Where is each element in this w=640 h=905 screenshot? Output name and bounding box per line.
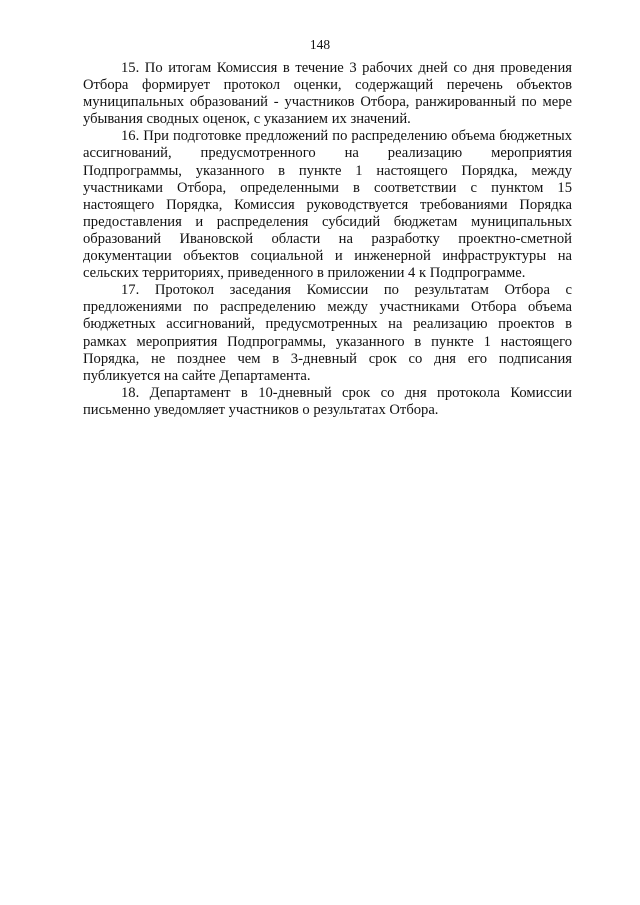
paragraph-18: 18. Департамент в 10-дневный срок со дня протокола Комиссии письменно уведомляет участников о результатах Отбора. <box>83 384 572 418</box>
paragraph-17: 17. Протокол заседания Комиссии по результатам Отбора с предложениями по распределению между участниками Отбора объема бюджетных ассигнований, предусмотренных на реализацию проектов в рамках мероприятия Подпрограммы, указанного в пункте 1 настоящего Порядка, не позднее чем в 3-дневный срок со дня его подписания публикуется на сайте Департамента. <box>83 282 572 384</box>
paragraph-16: 16. При подготовке предложений по распределению объема бюджетных ассигнований, предусмотренного на реализацию мероприятия Подпрограммы, указанного в пункте 1 настоящего Порядка, между участниками Отбора, определенными в соответствии с пунктом 15 настоящего Порядка, Комиссия руководствуется требованиями Порядка предоставления и распределения субсидий бюджетам муниципальных образований Ивановской области на разработку проектно-сметной документации объектов социальной и инженерной инфраструктуры на сельских территориях, приведенного в приложении 4 к Подпрограмме. <box>83 128 572 282</box>
document-body <box>83 60 572 419</box>
page-number: 148 <box>309 37 331 52</box>
paragraph-15: 15. По итогам Комиссия в течение 3 рабочих дней со дня проведения Отбора формирует протокол оценки, содержащий перечень объектов муниципальных образований - участников Отбора, ранжированный по мере убывания сводных оценок, с указанием их значений. <box>83 60 572 128</box>
